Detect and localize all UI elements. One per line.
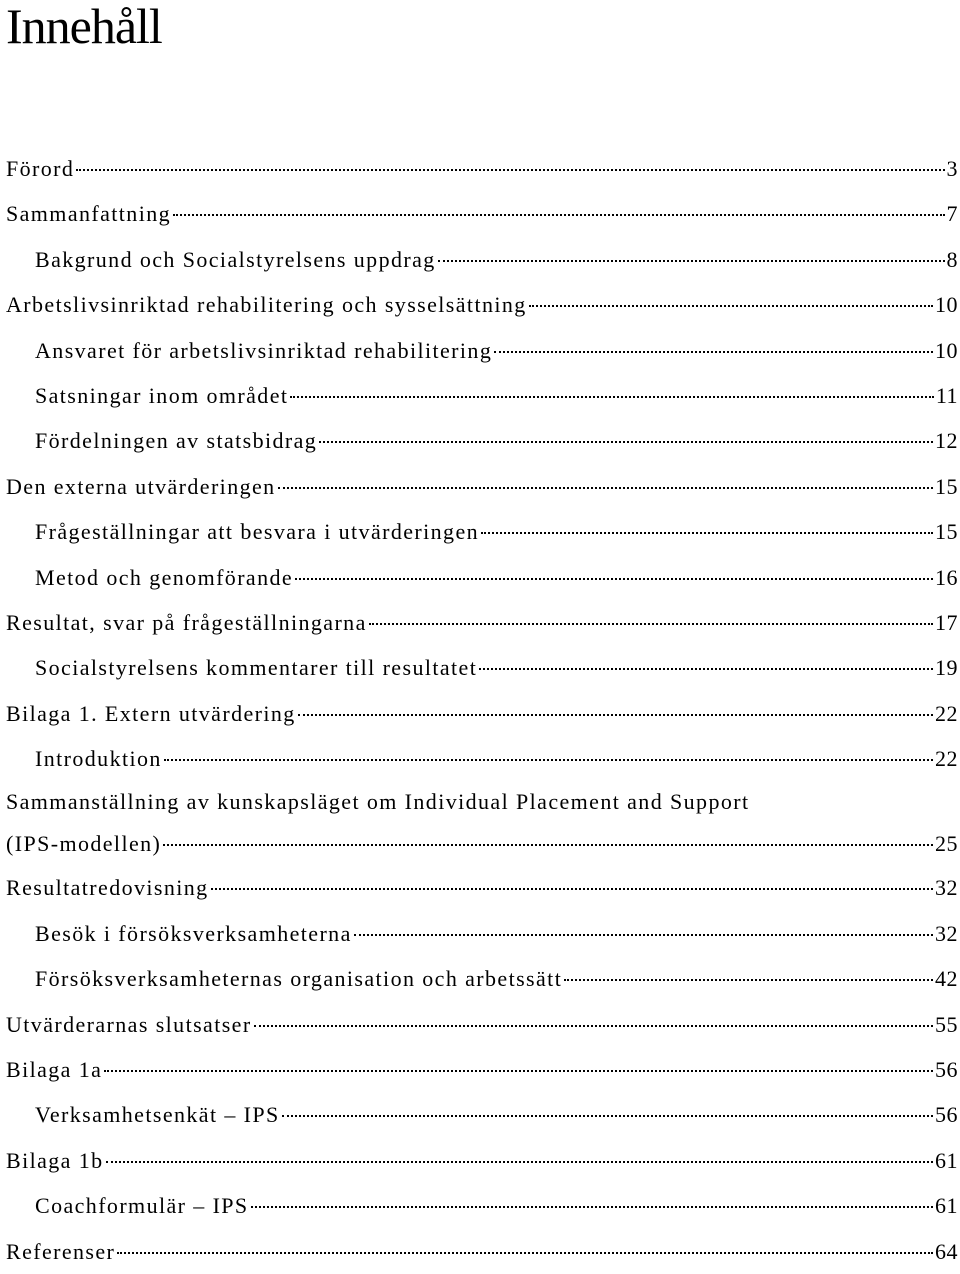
- toc-entry-text: Förord: [6, 156, 75, 181]
- toc-entry[interactable]: [0, 146, 958, 191]
- toc-entry-page: 32: [935, 875, 958, 901]
- dot-leader: [117, 1252, 933, 1254]
- toc-entry-text: Den externa utvärderingen: [6, 473, 276, 499]
- dot-leader: [104, 1070, 933, 1072]
- toc-entry[interactable]: [0, 373, 958, 418]
- toc-entry[interactable]: [0, 1047, 958, 1092]
- dot-leader: [369, 623, 933, 625]
- toc-entry-text: Introduktion: [35, 746, 162, 772]
- toc-entry[interactable]: [0, 509, 958, 554]
- toc-entry-text: Resultat, svar på frågeställningarna: [6, 609, 367, 635]
- dot-leader: [298, 714, 933, 716]
- toc-entry-page: 3: [946, 156, 958, 181]
- toc-entry-page: 22: [935, 746, 958, 772]
- dot-leader: [173, 214, 944, 216]
- dot-leader: [290, 396, 933, 398]
- toc-entry[interactable]: [0, 1092, 958, 1137]
- toc-entry[interactable]: [0, 691, 958, 736]
- toc-entry-page: 7: [946, 201, 958, 227]
- toc-entry[interactable]: [0, 736, 958, 781]
- toc-entry-page: 32: [935, 920, 958, 946]
- toc-entry-text: Referenser: [6, 1238, 116, 1264]
- toc-entry-text: Ansvaret för arbetslivsinriktad rehabilitering: [35, 337, 493, 363]
- dot-leader: [494, 351, 933, 353]
- toc-list: [0, 146, 958, 1274]
- dot-leader: [282, 1115, 933, 1117]
- toc-entry-page: 11: [935, 382, 958, 408]
- toc-entry-page: 10: [935, 337, 958, 363]
- toc-entry-text: Bilaga 1b: [6, 1147, 104, 1173]
- toc-entry-page: 15: [935, 473, 958, 499]
- toc-entry-page: 42: [935, 966, 958, 992]
- toc-entry[interactable]: [0, 1002, 958, 1047]
- toc-entry-page: 56: [935, 1102, 958, 1128]
- toc-entry-text: Satsningar inom området: [35, 382, 289, 408]
- toc-entry-text-line1: Sammanställning av kunskapsläget om Individual Placement and Support: [6, 789, 750, 815]
- toc-entry-text: Bilaga 1a: [6, 1057, 103, 1083]
- toc-entry-page: 10: [935, 292, 958, 318]
- dot-leader: [481, 532, 933, 534]
- toc-entry[interactable]: [0, 1183, 958, 1228]
- toc-entry[interactable]: [0, 645, 958, 690]
- toc-entry-text: Frågeställningar att besvara i utvärderingen: [35, 519, 480, 545]
- toc-entry-text: Utvärderarnas slutsatser: [6, 1011, 252, 1037]
- toc-entry[interactable]: [0, 865, 958, 910]
- dot-leader: [479, 668, 933, 670]
- toc-entry-text: Verksamhetsenkät – IPS: [35, 1102, 280, 1128]
- toc-entry-page: 64: [935, 1238, 958, 1264]
- dot-leader: [529, 305, 933, 307]
- toc-entry[interactable]: [0, 1138, 958, 1183]
- toc-entry[interactable]: [0, 600, 958, 645]
- toc-entry-page: 19: [935, 655, 958, 681]
- toc-entry[interactable]: [0, 781, 958, 865]
- toc-entry[interactable]: [0, 1229, 958, 1274]
- toc-entry[interactable]: [0, 237, 958, 282]
- dot-leader: [251, 1206, 933, 1208]
- toc-entry-text: Arbetslivsinriktad rehabilitering och sysselsättning: [6, 292, 527, 318]
- toc-entry-text: Sammanfattning: [6, 201, 172, 227]
- dot-leader: [354, 934, 933, 936]
- dot-leader: [564, 979, 933, 981]
- toc-entry-page: 61: [935, 1193, 958, 1219]
- toc-entry-page: 61: [935, 1147, 958, 1173]
- toc-entry-text: Bakgrund och Socialstyrelsens uppdrag: [35, 246, 436, 272]
- toc-entry[interactable]: [0, 911, 958, 956]
- toc-entry-page: 15: [935, 519, 958, 545]
- toc-entry-page: 22: [935, 700, 958, 726]
- dot-leader: [319, 441, 933, 443]
- dot-leader: [106, 1161, 933, 1163]
- toc-entry-text: Coachformulär – IPS: [35, 1193, 249, 1219]
- toc-entry[interactable]: [0, 191, 958, 236]
- dot-leader: [295, 578, 933, 580]
- toc-entry-page: 25: [935, 831, 958, 857]
- toc-entry-page: 16: [935, 564, 958, 590]
- dot-leader: [438, 260, 945, 262]
- toc-entry-page: 17: [935, 609, 958, 635]
- toc-entry-text: Försöksverksamheternas organisation och arbetssätt: [35, 966, 563, 992]
- toc-entry-text: Fördelningen av statsbidrag: [35, 428, 318, 454]
- toc-entry[interactable]: [0, 282, 958, 327]
- toc-entry-text: Besök i försöksverksamheterna: [35, 920, 352, 946]
- dot-leader: [76, 169, 944, 171]
- toc-entry-text: Resultatredovisning: [6, 875, 209, 901]
- dot-leader: [163, 844, 933, 846]
- toc-entry-page: 12: [935, 428, 958, 454]
- toc-entry-text: Socialstyrelsens kommentarer till resultatet: [35, 655, 478, 681]
- toc-entry-text: Bilaga 1. Extern utvärdering: [6, 700, 296, 726]
- toc-entry-page: 8: [946, 246, 958, 272]
- toc-entry-text-line2: (IPS-modellen): [6, 831, 162, 857]
- toc-entry[interactable]: [0, 956, 958, 1001]
- dot-leader: [211, 888, 933, 890]
- toc-entry-page: 55: [935, 1011, 958, 1037]
- toc-entry-text: Metod och genomförande: [35, 564, 294, 590]
- dot-leader: [164, 759, 933, 761]
- toc-entry[interactable]: [0, 555, 958, 600]
- dot-leader: [254, 1025, 933, 1027]
- toc-title: Innehåll: [6, 0, 162, 54]
- dot-leader: [278, 487, 933, 489]
- toc-entry[interactable]: [0, 328, 958, 373]
- toc-entry-page: 56: [935, 1057, 958, 1083]
- toc-entry[interactable]: [0, 418, 958, 463]
- toc-entry[interactable]: [0, 464, 958, 509]
